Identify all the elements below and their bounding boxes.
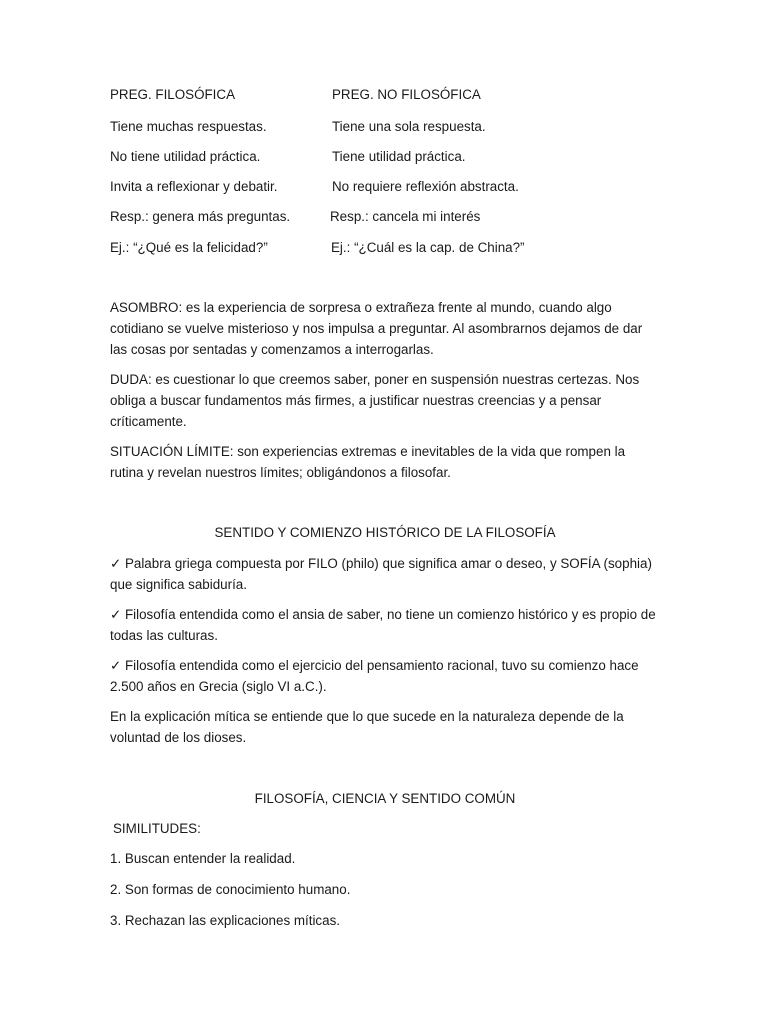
row-right: Ej.: “¿Cuál es la cap. de China?” [331, 240, 525, 255]
row-right: No requiere reflexión abstracta. [332, 179, 519, 194]
list-item: ✓ Palabra griega compuesta por FILO (philo) que significa amar o deseo, y SOFÍA (sophia) que significa sabiduría. [110, 556, 652, 592]
subheading-similitudes: SIMILITUDES: [113, 821, 201, 836]
section-heading-sentido: SENTIDO Y COMIENZO HISTÓRICO DE LA FILOSOFÍA [214, 525, 556, 540]
comparison-row [110, 116, 660, 137]
concept-asombro: ASOMBRO: es la experiencia de sorpresa o extrañeza frente al mundo, cuando algo cotidiano se vuelve misterioso y nos impulsa a preguntar. Al asombrarnos dejamos de dar las cosas por sentadas y comenzamos a interrogarlas. [110, 300, 643, 357]
row-left: Invita a reflexionar y debatir. [110, 179, 278, 194]
comparison-row [110, 146, 660, 167]
concept-duda: DUDA: es cuestionar lo que creemos saber, poner en suspensión nuestras certezas. Nos obliga a buscar fundamentos más firmes, a justificar nuestras creencias y a pensar críticamente. [110, 372, 640, 429]
row-left: Resp.: genera más preguntas. [110, 209, 291, 224]
row-left: No tiene utilidad práctica. [110, 149, 261, 164]
list-item: ✓ Filosofía entendida como el ejercicio del pensamiento racional, tuvo su comienzo hace 2.500 años en Grecia (siglo VI a.C.). [110, 658, 639, 694]
concept-situacion-limite: SITUACIÓN LÍMITE: son experiencias extremas e inevitables de la vida que rompen la rutina y revelan nuestros límites; obligándonos a filosofar. [110, 444, 626, 480]
list-item: 2. Son formas de conocimiento humano. [110, 882, 351, 897]
row-left: Tiene muchas respuestas. [110, 119, 267, 134]
row-right: Tiene utilidad práctica. [332, 149, 466, 164]
section-heading-ciencia: FILOSOFÍA, CIENCIA Y SENTIDO COMÚN [254, 791, 516, 806]
paragraph-mythic: En la explicación mítica se entiende que lo que sucede en la naturaleza depende de la voluntad de los dioses. [110, 709, 624, 745]
list-item: 3. Rechazan las explicaciones míticas. [110, 913, 340, 928]
comparison-header [110, 84, 660, 105]
list-item: 1. Buscan entender la realidad. [110, 851, 296, 866]
list-item: ✓ Filosofía entendida como el ansia de saber, no tiene un comienzo histórico y es propio de todas las culturas. [110, 607, 656, 643]
header-philosophical: PREG. FILOSÓFICA [110, 87, 236, 102]
header-non-philosophical: PREG. NO FILOSÓFICA [332, 87, 481, 102]
row-right: Tiene una sola respuesta. [332, 119, 486, 134]
row-left: Ej.: “¿Qué es la felicidad?” [110, 240, 268, 255]
comparison-row [110, 206, 660, 227]
comparison-row [110, 237, 660, 258]
comparison-row [110, 176, 660, 197]
row-right: Resp.: cancela mi interés [330, 209, 481, 224]
